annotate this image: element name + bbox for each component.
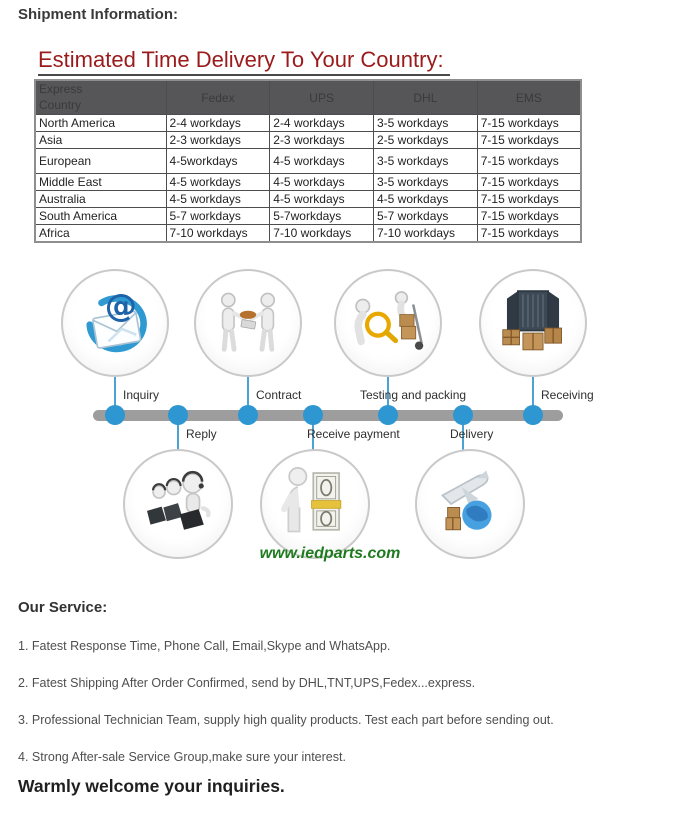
corner-line2: Country	[39, 97, 82, 112]
flow-label-receiving: Receiving	[541, 388, 594, 403]
testing-packing-icon	[346, 281, 430, 365]
time-cell: 2-4 workdays	[270, 115, 374, 132]
time-cell: 7-15 workdays	[477, 191, 581, 208]
table-row	[35, 149, 581, 174]
time-cell: 2-3 workdays	[166, 132, 270, 149]
table-row	[35, 191, 581, 208]
reply-callcenter-icon	[135, 461, 221, 547]
time-cell: 7-15 workdays	[477, 149, 581, 174]
contract-icon	[207, 282, 289, 364]
flow-circle-testing-packing	[334, 269, 442, 377]
flow-label-inquiry: Inquiry	[123, 388, 160, 403]
table-row	[35, 225, 581, 243]
closing-line: Warmly welcome your inquiries.	[18, 776, 285, 797]
flow-label-contract: Contract	[256, 388, 302, 403]
region-cell: South America	[35, 208, 166, 225]
flow-circle-contract	[194, 269, 302, 377]
time-cell: 4-5workdays	[166, 149, 270, 174]
time-cell: 4-5 workdays	[270, 191, 374, 208]
time-cell: 4-5 workdays	[166, 174, 270, 191]
time-cell: 7-15 workdays	[477, 115, 581, 132]
time-cell: 7-10 workdays	[374, 225, 478, 243]
flow-label-receive-payment: Receive payment	[307, 427, 400, 442]
delivery-icon	[427, 461, 513, 547]
timeline-dot	[523, 405, 543, 425]
header-dhl: DHL	[374, 80, 478, 115]
time-cell: 4-5 workdays	[166, 191, 270, 208]
receive-payment-icon	[272, 461, 358, 547]
flow-circle-delivery	[415, 449, 525, 559]
time-cell: 2-5 workdays	[374, 132, 478, 149]
region-cell: Africa	[35, 225, 166, 243]
time-cell: 5-7 workdays	[374, 208, 478, 225]
corner-header	[35, 80, 166, 115]
timeline-dot	[105, 405, 125, 425]
shipment-information-page	[0, 6, 680, 828]
service-item: 2. Fatest Shipping After Order Confirmed, send by DHL,TNT,UPS,Fedex...express.	[18, 676, 476, 691]
flow-circle-reply	[123, 449, 233, 559]
table-row	[35, 115, 581, 132]
timeline-dot	[168, 405, 188, 425]
flow-label-testing: Testing and packing	[360, 388, 467, 403]
service-item: 4. Strong After-sale Service Group,make sure your interest.	[18, 750, 346, 765]
delivery-time-table	[34, 79, 582, 243]
time-cell: 3-5 workdays	[374, 149, 478, 174]
shipment-heading: Shipment Information:	[18, 6, 178, 23]
flow-circle-receive-payment	[260, 449, 370, 559]
region-cell: Middle East	[35, 174, 166, 191]
time-cell: 3-5 workdays	[374, 174, 478, 191]
time-cell: 2-3 workdays	[270, 132, 374, 149]
time-cell: 3-5 workdays	[374, 115, 478, 132]
delivery-title: Estimated Time Delivery To Your Country:	[38, 47, 450, 76]
table-row	[35, 208, 581, 225]
time-cell: 5-7workdays	[270, 208, 374, 225]
table-header-row	[35, 80, 581, 115]
time-cell: 7-10 workdays	[270, 225, 374, 243]
time-cell: 5-7 workdays	[166, 208, 270, 225]
watermark: www.iedparts.com	[259, 545, 401, 563]
region-cell: North America	[35, 115, 166, 132]
service-item: 1. Fatest Response Time, Phone Call, Email,Skype and WhatsApp.	[18, 639, 391, 654]
flow-label-delivery: Delivery	[450, 427, 494, 442]
time-cell: 7-10 workdays	[166, 225, 270, 243]
flow-label-reply: Reply	[186, 427, 217, 442]
service-heading: Our Service:	[18, 599, 108, 617]
delivery-section	[0, 23, 680, 243]
time-cell: 4-5 workdays	[270, 174, 374, 191]
time-cell: 7-15 workdays	[477, 132, 581, 149]
email-inquiry-icon	[73, 281, 157, 365]
header-ems: EMS	[477, 80, 581, 115]
corner-line1: Express	[39, 82, 83, 96]
flow-circle-receiving	[479, 269, 587, 377]
timeline-dot	[238, 405, 258, 425]
shipping-process-diagram	[0, 261, 680, 583]
time-cell: 7-15 workdays	[477, 225, 581, 243]
timeline-dot	[378, 405, 398, 425]
flow-circle-inquiry	[61, 269, 169, 377]
time-cell: 4-5 workdays	[374, 191, 478, 208]
header-ups: UPS	[270, 80, 374, 115]
time-cell: 7-15 workdays	[477, 174, 581, 191]
region-cell: Asia	[35, 132, 166, 149]
timeline-dot	[453, 405, 473, 425]
timeline-dot	[303, 405, 323, 425]
time-cell: 7-15 workdays	[477, 208, 581, 225]
region-cell: Australia	[35, 191, 166, 208]
table-row	[35, 174, 581, 191]
time-cell: 4-5 workdays	[270, 149, 374, 174]
svg-text:@: @	[104, 286, 137, 325]
receiving-icon	[491, 281, 575, 365]
time-cell: 2-4 workdays	[166, 115, 270, 132]
header-fedex: Fedex	[166, 80, 270, 115]
table-row	[35, 132, 581, 149]
service-item: 3. Professional Technician Team, supply high quality products. Test each part before sending out.	[18, 713, 554, 728]
region-cell: European	[35, 149, 166, 174]
timeline-bar	[93, 410, 563, 421]
